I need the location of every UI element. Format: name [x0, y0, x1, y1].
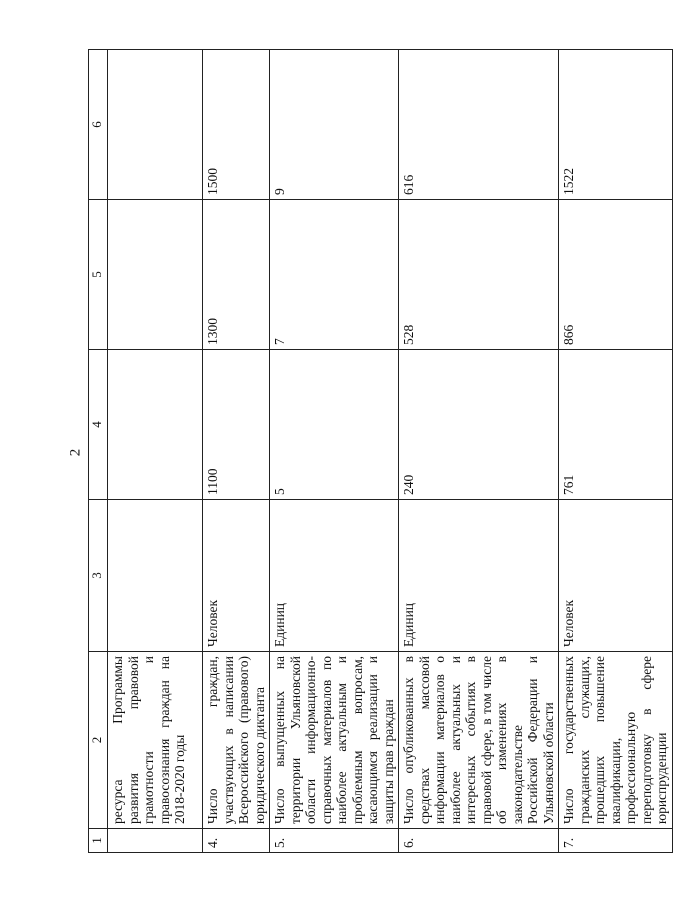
indicator-name-cell: Число выпущенных на территории Ульяновской области информационно-справочных материалов по наиболее актуальным и проблемным вопросам, касающимся реализации и защиты прав граждан [270, 652, 399, 829]
value-cell: 616 [399, 50, 559, 200]
value-cell [108, 350, 203, 500]
header-cell: 3 [89, 500, 108, 652]
value-cell: 528 [399, 200, 559, 350]
value-cell [108, 50, 203, 200]
value-cell: 9 [270, 50, 399, 200]
row-number-cell: 4. [203, 829, 270, 853]
value-cell: 7 [270, 200, 399, 350]
page-number: 2 [67, 448, 84, 457]
rotated-table-container [88, 50, 670, 853]
rotated-table-frame [88, 50, 670, 853]
table-row [559, 50, 673, 853]
header-cell: 4 [89, 350, 108, 500]
row-number-cell [108, 829, 203, 853]
indicator-name-cell: Число граждан, участвующих в написании Всероссийского (правового) юридического диктанта [203, 652, 270, 829]
table-row [203, 50, 270, 853]
header-cell: 6 [89, 50, 108, 200]
value-cell: 5 [270, 350, 399, 500]
header-cell: 2 [89, 652, 108, 829]
value-cell: 1522 [559, 50, 673, 200]
value-cell: 240 [399, 350, 559, 500]
row-number-cell: 5. [270, 829, 399, 853]
table-row [270, 50, 399, 853]
unit-cell: Человек [203, 500, 270, 652]
indicator-name-cell: Число опубликованных в средствах массовой информации материалов о наиболее актуальных и интересных событиях в правовой сфере, в том числе об изменениях в законодательстве Российской Федерации и Ульяновской области [399, 652, 559, 829]
table-header-row [89, 50, 108, 853]
unit-cell: Человек [559, 500, 673, 652]
table-row [399, 50, 559, 853]
indicators-table [88, 49, 673, 853]
value-cell: 1100 [203, 350, 270, 500]
unit-cell [108, 500, 203, 652]
header-cell: 5 [89, 200, 108, 350]
header-cell: 1 [89, 829, 108, 853]
indicator-name-cell: ресурса Программы развития правовой грамотности и правосознания граждан на 2018-2020 годы [108, 652, 203, 829]
unit-cell: Единиц [270, 500, 399, 652]
value-cell: 1500 [203, 50, 270, 200]
row-number-cell: 7. [559, 829, 673, 853]
table-row [108, 50, 203, 853]
indicator-name-cell: Число государственных гражданских служащих, прошедших повышение квалификации, профессиональную переподготовку в сфере юриспруденции [559, 652, 673, 829]
value-cell [108, 200, 203, 350]
value-cell: 866 [559, 200, 673, 350]
value-cell: 1300 [203, 200, 270, 350]
unit-cell: Единиц [399, 500, 559, 652]
row-number-cell: 6. [399, 829, 559, 853]
value-cell: 761 [559, 350, 673, 500]
